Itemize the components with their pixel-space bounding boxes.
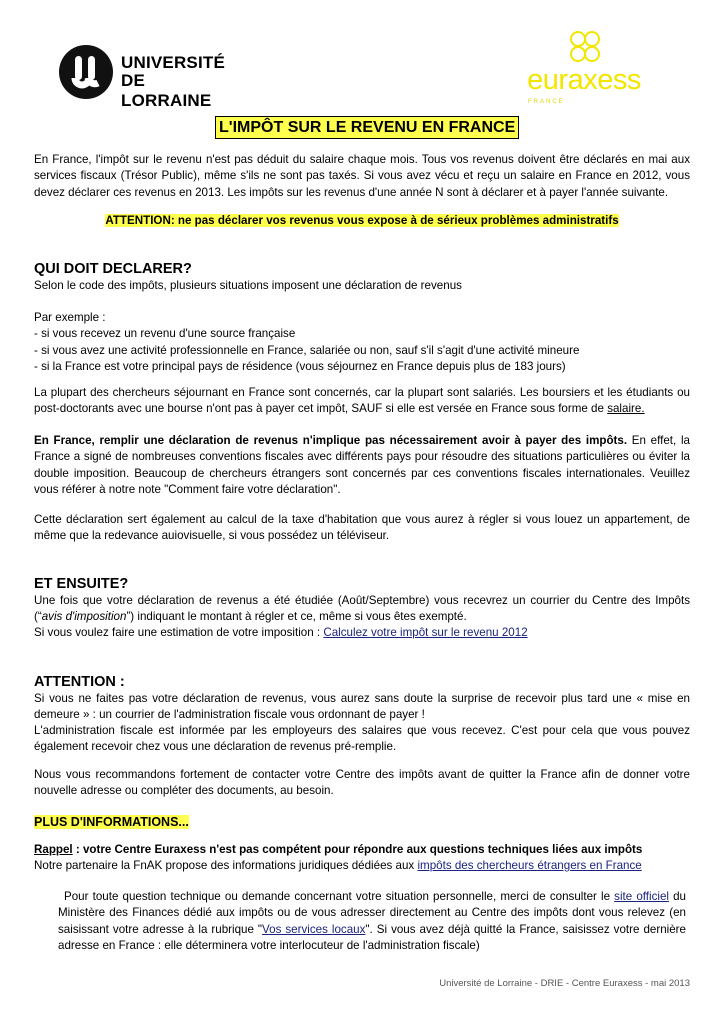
s2-paragraph bbox=[34, 593, 690, 626]
list-item: - si vous avez une activité professionnelle en France, salariée ou non, sauf s'il s'agit d'une activité mineure bbox=[34, 343, 580, 357]
intro-paragraph: En France, l'impôt sur le revenu n'est pas déduit du salaire chaque mois. Tous vos revenus doivent être déclarés en mai aux services fiscaux (Trésor Public), même s'ils ne sont pas taxés. Si vous avez vécu et reçu un salaire en France en 2012, vous devez déclarer ces revenus en 2013. Les impôts sur les revenus d'une année N sont à déclarer et à payer l'année suivante. bbox=[34, 153, 690, 199]
site-officiel-link[interactable]: site officiel bbox=[614, 890, 669, 903]
rappel-text: : votre Centre Euraxess n'est pas compétent pour répondre aux questions techniques liées aux impôts bbox=[72, 843, 643, 856]
s2-avis-imposition: avis d'imposition bbox=[41, 610, 127, 624]
euraxess-wordmark: euraxess bbox=[527, 64, 641, 96]
plus-infos-heading-text: PLUS D'INFORMATIONS... bbox=[34, 815, 189, 829]
univ-name-line2: DE LORRAINE bbox=[121, 71, 212, 110]
s1-taxe-habitation-paragraph: Cette déclaration sert également au calcul de la taxe d'habitation que vous aurez à régler si vous louez un appartement, de même que la redevance auiovisuelle, si vous possédez un téléviseur. bbox=[34, 513, 690, 543]
s1-conventions-paragraph bbox=[34, 433, 690, 498]
s1-example-intro: Par exemple : bbox=[34, 311, 106, 324]
s3-mise-en-demeure: Si vous ne faites pas votre déclaration de revenus, vous aurez sans doute la surprise de recevoir plus tard une « mise en demeure » : un courrier de l'administration fiscale vous ordonnant de payer ! bbox=[34, 692, 690, 722]
attention-banner-text: ATTENTION: ne pas déclarer vos revenus vous expose à de sérieux problèmes administratifs bbox=[105, 214, 619, 227]
s1-conventions-bold: En France, remplir une déclaration de revenus n'implique pas nécessairement avoir à payer des impôts. bbox=[34, 434, 628, 447]
vos-services-locaux-link[interactable]: Vos services locaux bbox=[262, 922, 366, 936]
euraxess-emblem-icon bbox=[565, 30, 605, 66]
s3-recommandation: Nous vous recommandons fortement de contacter votre Centre des impôts avant de quitter la France afin de donner votre nouvelle adresse ou compléter des documents, au besoin. bbox=[34, 768, 690, 798]
attention-banner bbox=[34, 213, 690, 229]
s2-estimation-line bbox=[34, 625, 690, 641]
s2-text-a: Une fois que votre déclaration de revenus a été étudiée (Août/Septembre) vous recevrez un courrier du Centre des Impôts (“ bbox=[34, 594, 690, 624]
final-paragraph bbox=[58, 889, 686, 954]
fnak-line bbox=[34, 858, 690, 874]
final-text-c: ". Si vous avez déjà quitté la France, saisissez votre dernière adresse en France : elle déterminera votre interlocuteur de l'administration fiscale) bbox=[58, 922, 686, 952]
rappel-line bbox=[34, 842, 690, 858]
euraxess-subtitle: FRANCE bbox=[528, 99, 565, 105]
list-item: - si vous recevez un revenu d'une source française bbox=[34, 327, 296, 341]
s1-conventions-text: En effet, la France a signé de nombreuses conventions fiscales avec différents pays pour résoudre des situations particulières ou éviter la double imposition. Beaucoup de chercheurs étrangers sont concernés par ces conventions fiscales internationales. Veuillez vous référer à notre note "Comment faire votre déclaration". bbox=[34, 434, 690, 496]
final-text-a: Pour toute question technique ou demande concernant votre situation personnelle, merci de consulter le bbox=[64, 890, 615, 903]
s2-estimation-text: Si vous voulez faire une estimation de votre imposition : bbox=[34, 626, 324, 639]
rappel-label: Rappel bbox=[34, 843, 73, 856]
list-item: - si la France est votre principal pays de résidence (vous séjournez en France depuis plus de 183 jours) bbox=[34, 359, 566, 373]
section-heading-qui-doit-declarer: QUI DOIT DECLARER? bbox=[34, 261, 192, 277]
fnak-text: Notre partenaire la FnAK propose des informations juridiques dédiées aux bbox=[34, 859, 418, 872]
euraxess-logo bbox=[522, 30, 646, 106]
universite-lorraine-logo bbox=[58, 44, 238, 110]
section-heading-attention: ATTENTION : bbox=[34, 674, 125, 690]
final-text-b: du Ministère des Finances dédié aux impôts ou de vous adresser directement au Centre des impôts dont vous relevez (en saisissant votre adresse à la rubrique " bbox=[58, 890, 687, 936]
s1-example-block bbox=[34, 310, 690, 375]
salaire-link[interactable]: salaire. bbox=[607, 402, 645, 416]
s1-intro: Selon le code des impôts, plusieurs situations imposent une déclaration de revenus bbox=[34, 279, 462, 292]
s1-researchers-text: La plupart des chercheurs séjournant en France sont concernés, car la plupart sont salariés. Les boursiers et les étudiants ou post-doctorants avec une bourse n'ont pas à payer cet impôt, SAUF si elle est versée en France sous forme de bbox=[34, 386, 690, 416]
impots-chercheurs-link[interactable]: impôts des chercheurs étrangers en France bbox=[417, 859, 642, 872]
s2-text-b: ”) indiquant le montant à régler et ce, même si vous êtes exempté. bbox=[126, 610, 467, 624]
section-heading-plus-infos bbox=[34, 813, 189, 831]
ul-emblem-icon bbox=[58, 44, 114, 100]
page-title: L'IMPÔT SUR LE REVENU EN FRANCE bbox=[215, 116, 519, 139]
page-footer: Université de Lorraine - DRIE - Centre Euraxess - mai 2013 bbox=[439, 978, 690, 989]
s3-employeurs: L'administration fiscale est informée par les employeurs des salaires que vous recevez. C'est pour cela que vous pouvez également recevoir chez vous une déclaration de revenus pré-remplie. bbox=[34, 724, 690, 754]
univ-name-line1: UNIVERSITÉ bbox=[121, 53, 226, 72]
calculez-impot-link[interactable]: Calculez votre impôt sur le revenu 2012 bbox=[323, 626, 528, 639]
section-heading-et-ensuite: ET ENSUITE? bbox=[34, 576, 129, 592]
s1-researchers-paragraph bbox=[34, 385, 690, 418]
